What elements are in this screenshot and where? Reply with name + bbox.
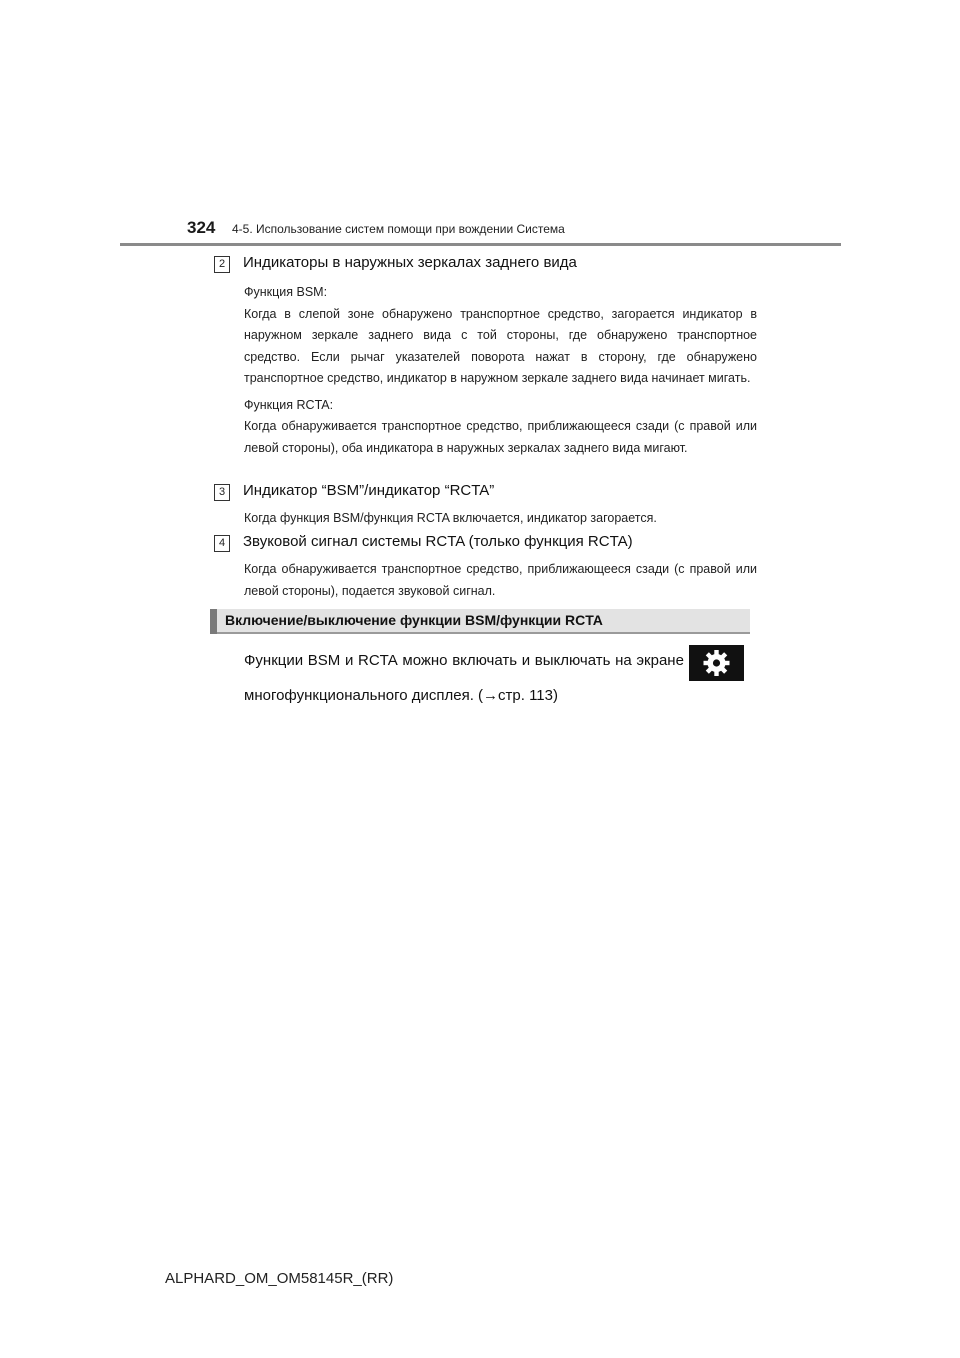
page-number: 324	[187, 218, 216, 237]
word: и	[521, 652, 531, 669]
item-body	[244, 282, 757, 459]
header-rule	[120, 243, 841, 246]
settings-paragraph	[244, 652, 684, 704]
item-title: Индикаторы в наружных зеркалах заднего вида	[243, 254, 577, 271]
word: Функции	[244, 652, 304, 669]
gear-icon	[689, 645, 744, 681]
item-number-badge: 3	[214, 484, 230, 501]
paragraph-line-1	[244, 652, 684, 669]
settings-icon-box	[689, 645, 744, 681]
item-title: Звуковой сигнал системы RCTA (только функция RCTA)	[243, 533, 633, 550]
paragraph-line-2: многофункционального дисплея. (→стр. 113)	[244, 687, 558, 704]
item-number-badge: 4	[214, 535, 230, 552]
section-heading	[210, 609, 750, 634]
word: можно	[402, 652, 448, 669]
word: на	[615, 652, 632, 669]
section-title: Включение/выключение функции BSM/функции RCTA	[225, 612, 603, 628]
section-accent	[210, 609, 217, 634]
item-body: Когда функция BSM/функция RCTA включается, индикатор загорается.	[244, 511, 657, 525]
item-title: Индикатор “BSM”/индикатор “RCTA”	[243, 482, 495, 499]
word: и	[344, 652, 354, 669]
word: выключать	[534, 652, 611, 669]
item-number-badge: 2	[214, 256, 230, 273]
footer-document-code: ALPHARD_OM_OM58145R_(RR)	[165, 1270, 394, 1287]
word: BSM	[307, 652, 341, 669]
word: экране	[636, 652, 684, 669]
word: включать	[452, 652, 518, 669]
word: RCTA	[357, 652, 398, 669]
running-head: 4-5. Использование систем помощи при вождении Система	[232, 222, 565, 236]
rcta-description: Когда обнаруживается транспортное средство, приближающееся сзади (с правой или левой стороны), оба индикатора в наружных зеркалах заднего вида мигают.	[244, 419, 757, 455]
rcta-label: Функция RCTA:	[244, 397, 334, 412]
bsm-label: Функция BSM:	[244, 285, 328, 299]
item-body: Когда обнаруживается транспортное средство, приближающееся сзади (с правой или левой стороны), подается звуковой сигнал.	[244, 562, 757, 598]
bsm-description: Когда в слепой зоне обнаружено транспортное средство, загорается индикатор в наружном зеркале заднего вида с той стороны, где обнаружено транспортное средство. Если рычаг указателей поворота нажат в сторону, где обнаружено транспортное средство, индикатор в наружном зеркале заднего вида начинает мигать.	[244, 306, 757, 385]
